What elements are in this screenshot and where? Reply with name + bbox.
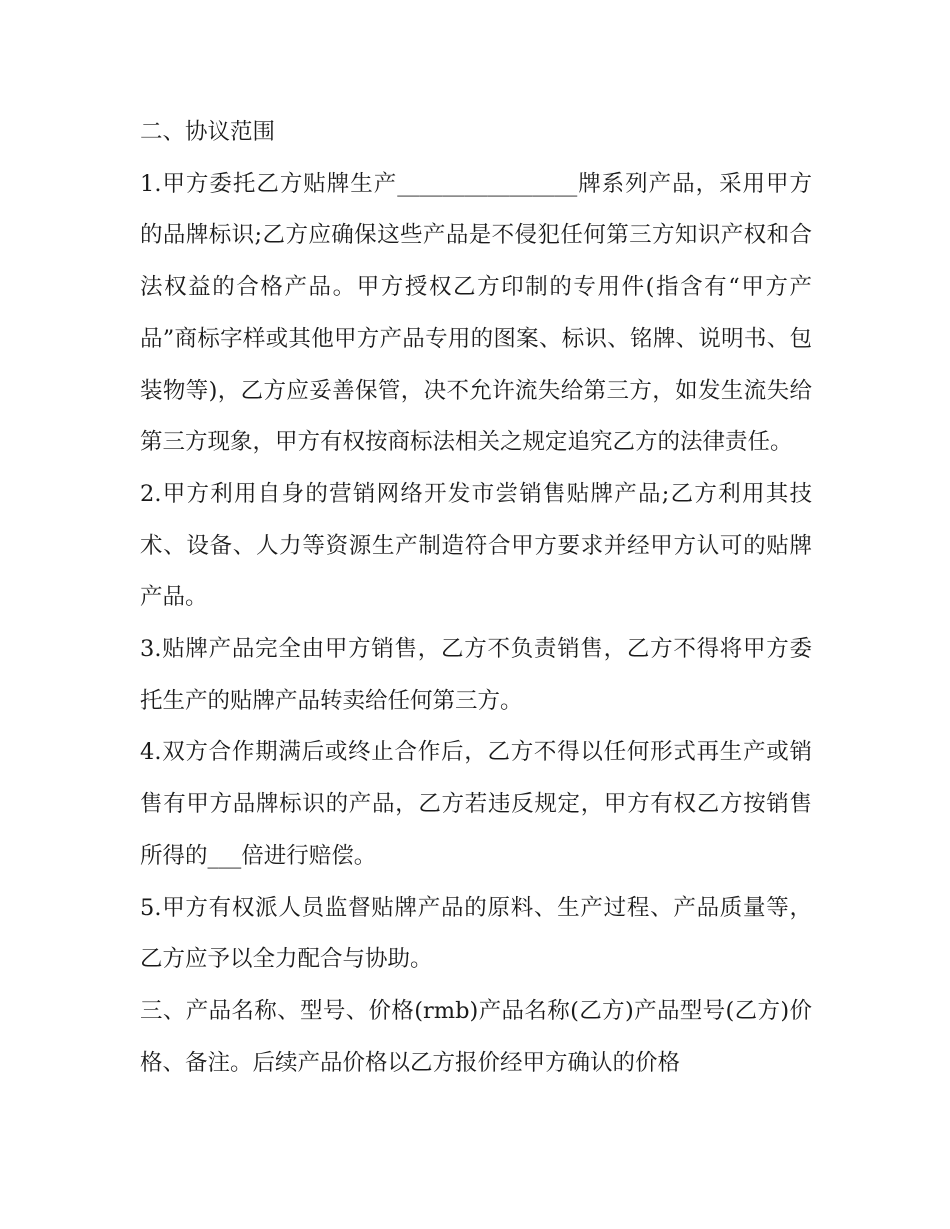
section-heading-product-pricing: 三、产品名称、型号、价格(rmb)产品名称(乙方)产品型号(乙方)价格、备注。后续产品价格以乙方报价经甲方确认的价格 bbox=[140, 997, 812, 1076]
clause-4: 4.双方合作期满后或终止合作后，乙方不得以任何形式再生产或销售有甲方品牌标识的产品，乙方若违反规定，甲方有权乙方按销售所得的___倍进行赔偿。 bbox=[140, 739, 812, 869]
clause-3: 3.贴牌产品完全由甲方销售，乙方不负责销售，乙方不得将甲方委托生产的贴牌产品转卖给任何第三方。 bbox=[140, 636, 812, 714]
clause-2: 2.甲方利用自身的营销网络开发市尝销售贴牌产品;乙方利用其技术、设备、人力等资源生产制造符合甲方要求并经甲方认可的贴牌产品。 bbox=[140, 480, 812, 611]
section-heading-agreement-scope: 二、协议范围 bbox=[140, 119, 276, 145]
clause-1: 1.甲方委托乙方贴牌生产________________牌系列产品，采用甲方的品牌标识;乙方应确保这些产品是不侵犯任何第三方知识产权和合法权益的合格产品。甲方授权乙方印制的专用件(指含有“甲方产品”商标字样或其他甲方产品专用的图案、标识、铭牌、说明书、包装物等)，乙方应妥善保管，决不允许流失给第三方，如发生流失给第三方现象，甲方有权按商标法相关之规定追究乙方的法律责任。 bbox=[140, 170, 812, 456]
document-body bbox=[140, 107, 812, 1089]
clause-5: 5.甲方有权派人员监督贴牌产品的原料、生产过程、产品质量等，乙方应予以全力配合与协助。 bbox=[140, 894, 812, 973]
